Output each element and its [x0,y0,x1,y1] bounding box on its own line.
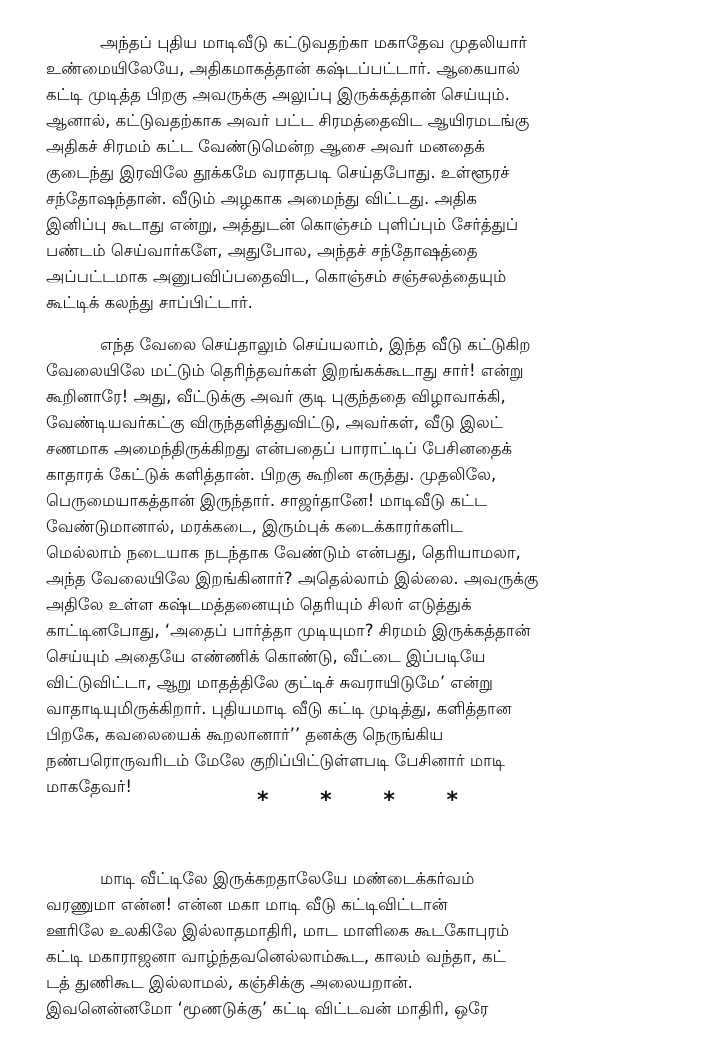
text-line: கட்டி மகாராஜனா வாழ்ந்தவனெல்லாம்கூட, காலம் வந்தா, கட் [46,947,506,966]
text-line: சந்தோஷந்தான். வீடும் அழகாக அமைந்து விட்டது. அதிக [46,189,477,208]
text-line: அந்த வேலையிலே இறங்கினார்? அதெல்லாம் இல்லை. அவருக்கு [46,569,539,588]
separator-star: * [446,788,459,813]
text-line: காதாரக் கேட்டுக் களித்தான். பிறகு கூறின கருத்து. முதலிலே, [46,465,497,484]
text-line: ஊரிலே உலகிலே இல்லாதமாதிரி, மாட மாளிகை கூடகோபுரம் [46,921,510,940]
text-line: கூறினாரே! அது, வீட்டுக்கு அவர் குடி புகுந்ததை விழாவாக்கி, [46,387,506,406]
text-line: கூட்டிக் கலந்து சாப்பிட்டார். [46,293,253,312]
separator-star: * [256,788,269,813]
text-line: அதிகச் சிரமம் கட்ட வேண்டுமென்ற ஆசை அவர் மனதைக் [46,137,485,156]
text-line: கட்டி முடித்த பிறகு அவருக்கு அலுப்பு இருக்கத்தான் செய்யும். [46,85,510,104]
text-line: உண்மையிலேயே, அதிகமாகத்தான் கஷ்டப்பட்டார். ஆகையால் [46,59,520,78]
text-line: அந்தப் புதிய மாடிவீடு கட்டுவதற்கா மகாதேவ முதலியார் [100,33,527,52]
text-line: அதிலே உள்ள கஷ்டமத்தனையும் தெரியும் சிலர் எடுத்துக் [46,595,472,614]
text-line: டத் துணிகூட இல்லாமல், கஞ்சிக்கு அலையறான். [46,973,413,992]
text-line: பண்டம் செய்வார்களே, அதுபோல, அந்தச் சந்தோஷத்தை [46,241,478,260]
text-line: பெருமையாகத்தான் இருந்தார். சாஜர்தானே! மாடிவீடு கட்ட [46,491,488,510]
text-line: வேண்டியவர்கட்கு விருந்தளித்துவிட்டு, அவர்கள், வீடு இலட் [46,413,503,432]
text-line: வாதாடியுமிருக்கிறார். புதியமாடி வீடு கட்டி முடித்து, களித்தான [46,699,512,718]
text-line: ஆனால், கட்டுவதற்காக அவர் பட்ட சிரமத்தைவிட ஆயிரமடங்கு [46,111,530,130]
text-line: மாகதேவர்! [46,777,132,796]
text-line: வேலையிலே மட்டும் தெரிந்தவர்கள் இறங்கக்கூடாது சார்! என்று [46,361,524,380]
text-line: செய்யும் அதையே எண்ணிக் கொண்டு, வீட்டை இப்படியே [46,647,486,666]
text-line: மாடி வீட்டிலே இருக்கறதாலேயே மண்டைக்கர்வம் [100,869,475,888]
separator-star: * [383,788,395,813]
text-line: மெல்லாம் நடையாக நடந்தாக வேண்டும் என்பது, தெரியாமலா, [46,543,521,562]
text-line: வரணுமா என்ன! என்ன மகா மாடி வீடு கட்டிவிட்டான் [46,895,448,914]
text-line: சணமாக அமைந்திருக்கிறது என்பதைப் பாராட்டிப் பேசினதைக் [46,439,513,458]
separator-star: * [320,788,332,813]
text-line: பிறகே, கவலையைக் கூறலானார்’’ தனக்கு நெருங்கிய [46,725,444,744]
section-separator [0,788,715,813]
text-line: எந்த வேலை செய்தாலும் செய்யலாம், இந்த வீடு கட்டுகிற [100,335,531,354]
text-line: காட்டினபோது, ‘அதைப் பார்த்தா முடியுமா? சிரமம் இருக்கத்தான் [46,621,531,640]
text-line: குடைந்து இரவிலே தூக்கமே வராதபடி செய்தபோது. உள்ளூரச் [46,163,510,182]
text-line: வேண்டுமானால், மரக்கடை, இரும்புக் கடைக்காரர்களிட [46,517,463,536]
text-line: விட்டுவிட்டா, ஆறு மாதத்திலே குட்டிச் சுவராயிடுமே’ என்று [46,673,493,692]
text-line: இவனென்னமோ ‘மூணடுக்கு’ கட்டி விட்டவன் மாதிரி, ஒரே [46,999,489,1018]
text-line: அப்பட்டமாக அனுபவிப்பதைவிட, கொஞ்சம் சஞ்சலத்தையும் [46,267,507,286]
text-line: இனிப்பு கூடாது என்று, அத்துடன் கொஞ்சம் புளிப்பும் சேர்த்துப் [46,215,519,234]
text-line: நண்பரொருவரிடம் மேலே குறிப்பிட்டுள்ளபடி பேசினார் மாடி [46,751,505,770]
